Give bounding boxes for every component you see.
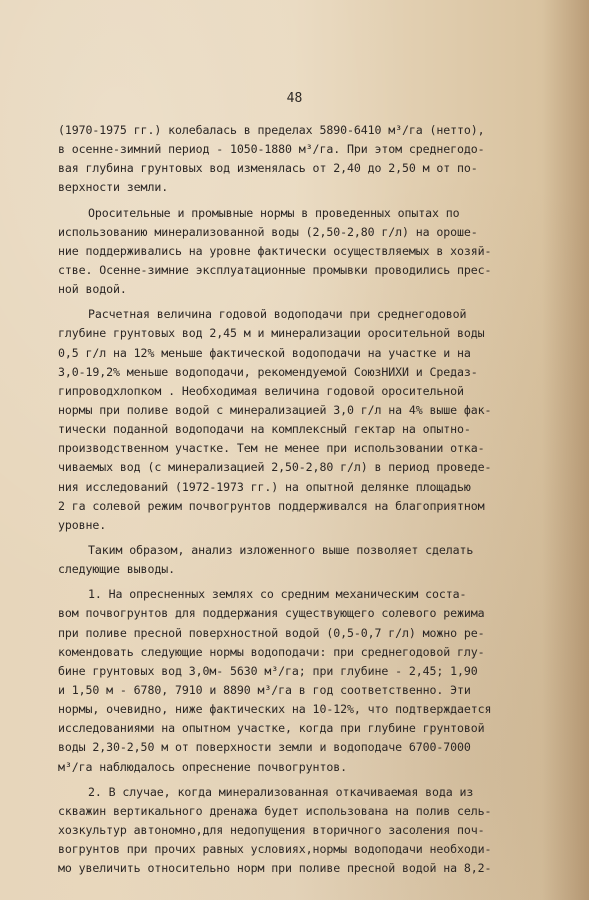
text-line: 2. В случае, когда минерализованная откачиваемая вода из (88, 784, 474, 799)
text-line: гипроводхлопком . Необходимая величина годовой оросительной (58, 383, 464, 398)
text-line: Оросительные и промывные нормы в проведенных опытах по (88, 205, 460, 220)
text-line: нормы, очевидно, ниже фактических на 10-12%, что подтверждается (58, 702, 492, 717)
text-line: тически поданной водоподачи на комплексный гектар на опытно- (58, 422, 471, 437)
paragraph (58, 541, 554, 579)
paragraph (58, 585, 554, 776)
page-number: 48 (286, 91, 303, 106)
text-line: скважин вертикального дренажа будет использована на полив сель- (58, 803, 492, 818)
text-line: 3,0-19,2% меньше водоподачи, рекомендуемой СоюзНИХИ и Средаз- (58, 364, 478, 379)
text-line: 0,5 г/л на 12% меньше фактической водоподачи на участке и на (58, 345, 471, 360)
text-line: вогрунтов при прочих равных условиях,нормы водоподачи необходи- (58, 842, 492, 857)
text-line: 2 га солевой режим почвогрунтов поддерживался на благоприятном (58, 498, 485, 513)
text-line: бине грунтовых вод 3,0м- 5630 м³/га; при глубине - 2,45; 1,90 (58, 663, 478, 678)
text-line: стве. Осенне-зимние эксплуатационные промывки проводились прес- (58, 262, 492, 277)
text-line: м³/га наблюдалось опреснение почвогрунтов. (58, 759, 347, 774)
text-line: уровне. (58, 517, 107, 532)
paragraph (58, 783, 554, 879)
text-line: исследованиями на опытном участке, когда при глубине грунтовой (58, 721, 485, 736)
text-line: чиваемых вод (с минерализацией 2,50-2,80 г/л) в период проведе- (58, 460, 492, 475)
text-line: вая глубина грунтовых вод изменялась от 2,40 до 2,50 м от по- (58, 161, 478, 176)
text-line: нормы при поливе водой с минерализацией 3,0 г/л на 4% выше фак- (58, 402, 492, 417)
text-line: в осенне-зимний период - 1050-1880 м³/га. При этом среднегодо- (58, 142, 485, 157)
text-line: Таким образом, анализ изложенного выше позволяет сделать (88, 542, 474, 557)
paragraph (58, 121, 554, 198)
document-body (58, 121, 554, 878)
text-line: ной водой. (58, 282, 127, 297)
text-line: и 1,50 м - 6780, 7910 и 8890 м³/га в год соответственно. Эти (58, 682, 471, 697)
text-line: (1970-1975 гг.) колебалась в пределах 5890-6410 м³/га (нетто), (58, 123, 485, 137)
text-line: воды 2,30-2,50 м от поверхности земли и водоподаче 6700-7000 (58, 740, 471, 755)
text-line: при поливе пресной поверхностной водой (0,5-0,7 г/л) можно ре- (58, 625, 485, 640)
text-line: ние поддерживались на уровне фактически осуществляемых в хозяй- (58, 243, 492, 258)
text-line: использованию минерализованной воды (2,50-2,80 г/л) на ороше- (58, 224, 478, 239)
text-line: вом почвогрунтов для поддержания существующего солевого режима (58, 606, 485, 621)
text-line: мо увеличить относительно норм при поливе пресной водой на 8,2- (58, 861, 492, 876)
paragraph (58, 204, 554, 300)
text-line: хозкультур автономно,для недопущения вторичного засоления поч- (58, 822, 485, 837)
text-line: 1. На опресненных землях со средним механическим соста- (88, 587, 467, 602)
text-line: комендовать следующие нормы водоподачи: при среднегодовой глу- (58, 644, 485, 659)
text-line: следующие выводы. (58, 562, 175, 577)
text-line: глубине грунтовых вод 2,45 м и минерализации оросительной воды (58, 326, 485, 341)
text-line: верхности земли. (58, 180, 169, 195)
paragraph (58, 305, 554, 535)
text-line: ния исследований (1972-1973 гг.) на опытной делянке площадью (58, 479, 471, 494)
text-line: производственном участке. Тем не менее при использовании отка- (58, 441, 485, 456)
text-line: Расчетная величина годовой водоподачи при среднегодовой (88, 307, 467, 322)
